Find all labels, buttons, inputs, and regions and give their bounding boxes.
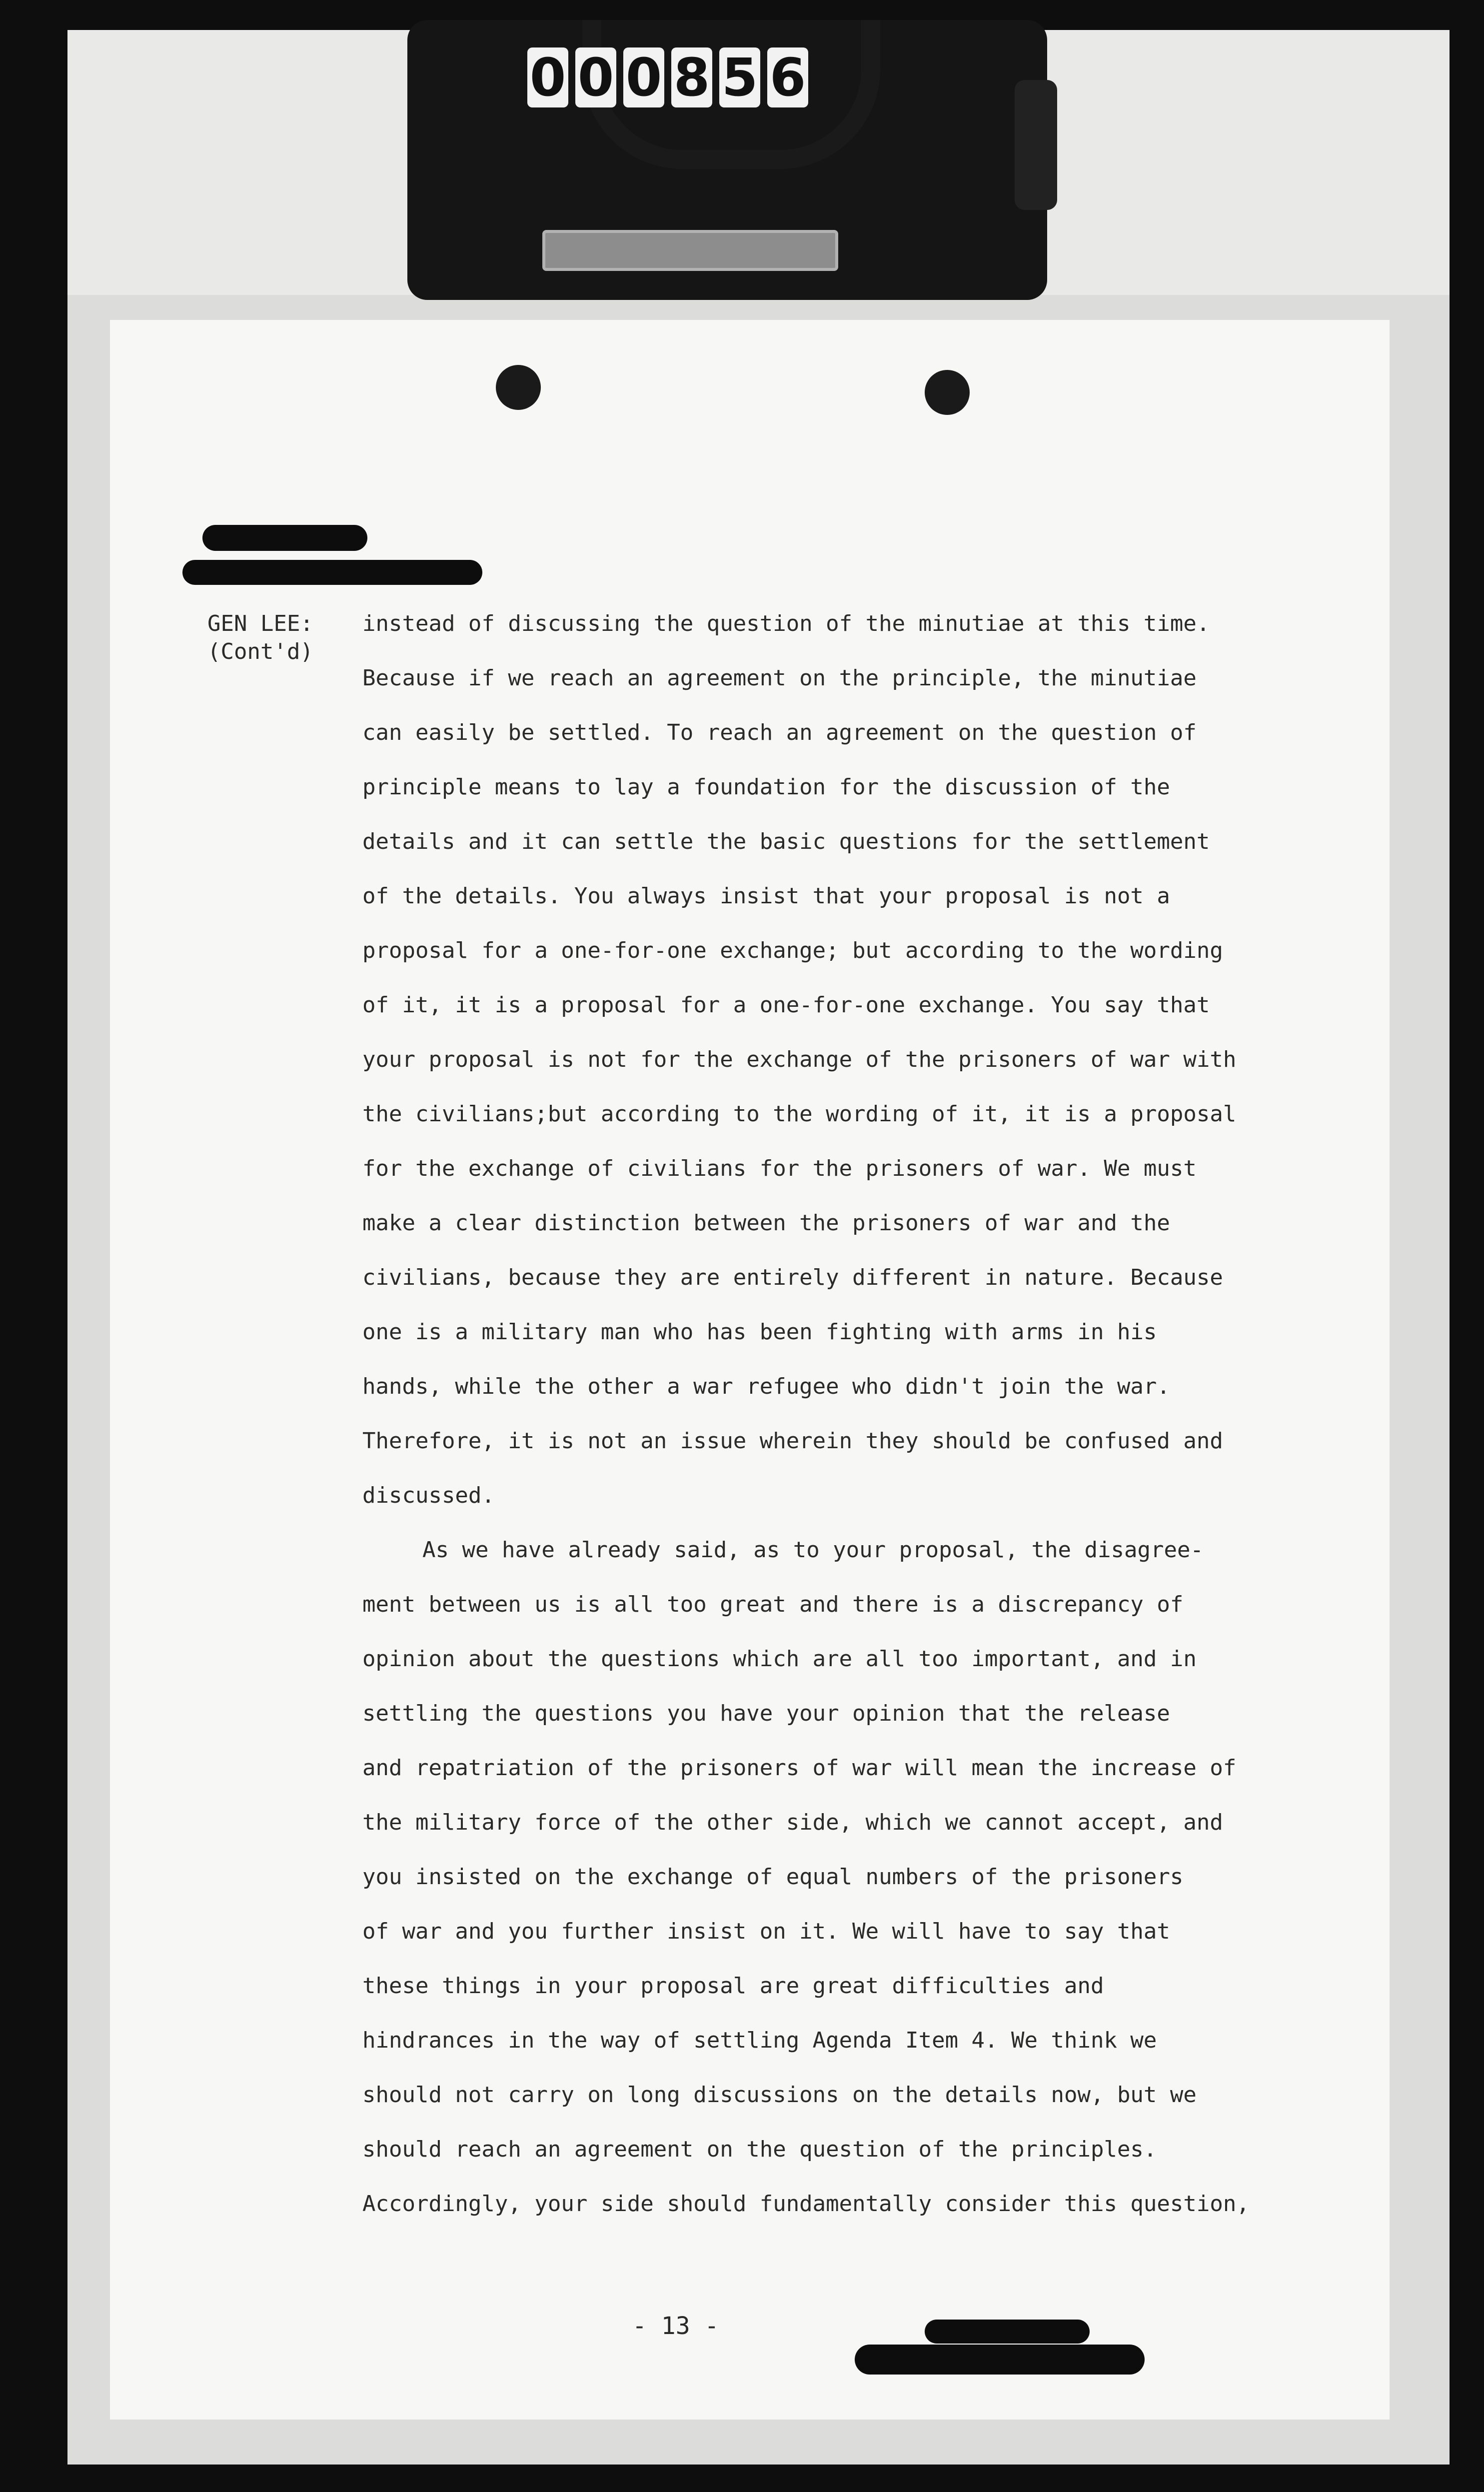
text-line: ment between us is all too great and there is a discrepancy of	[362, 1592, 1184, 1617]
frame-counter-display	[527, 47, 808, 107]
text-line: civilians, because they are entirely different in nature. Because	[362, 1265, 1223, 1290]
text-line: details and it can settle the basic questions for the settlement	[362, 829, 1210, 854]
speaker-name: GEN LEE:	[207, 611, 313, 636]
text-line: can easily be settled. To reach an agreement on the question of	[362, 720, 1197, 745]
document-body	[362, 610, 1312, 2245]
text-line: these things in your proposal are great difficulties and	[362, 1973, 1104, 1999]
document-page	[110, 320, 1390, 2420]
speaker-continued-note: (Cont'd)	[207, 639, 313, 664]
text-line: instead of discussing the question of the minutiae at this time.	[362, 611, 1210, 636]
text-line: As we have already said, as to your proposal, the disagree-	[422, 1537, 1204, 1563]
text-line: of the details. You always insist that your proposal is not a	[362, 883, 1170, 909]
text-line: Accordingly, your side should fundamentally consider this question,	[362, 2191, 1250, 2217]
text-line: hindrances in the way of settling Agenda Item 4. We think we	[362, 2028, 1157, 2053]
text-line: principle means to lay a foundation for the discussion of the	[362, 774, 1170, 800]
redaction-mark	[202, 525, 367, 551]
text-line: opinion about the questions which are all too important, and in	[362, 1646, 1197, 1672]
counter-label-plate	[542, 230, 838, 271]
text-line: for the exchange of civilians for the prisoners of war. We must	[362, 1156, 1197, 1181]
counter-digit: 0	[527, 47, 568, 107]
counter-digit: 8	[671, 47, 712, 107]
page-number: - 13 -	[632, 2312, 719, 2340]
text-line: you insisted on the exchange of equal numbers of the prisoners	[362, 1864, 1184, 1890]
text-line: make a clear distinction between the prisoners of war and the	[362, 1210, 1170, 1236]
text-line: settling the questions you have your opinion that the release	[362, 1701, 1170, 1726]
text-line: of it, it is a proposal for a one-for-one exchange. You say that	[362, 992, 1210, 1018]
speaker-label	[207, 610, 313, 666]
text-line: Therefore, it is not an issue wherein they should be confused and	[362, 1428, 1223, 1454]
text-line: discussed.	[362, 1483, 495, 1508]
punch-hole	[496, 365, 541, 410]
counter-knob	[1015, 80, 1057, 210]
counter-digit: 5	[719, 47, 760, 107]
text-line: Because if we reach an agreement on the principle, the minutiae	[362, 665, 1197, 691]
text-line: and repatriation of the prisoners of war will mean the increase of	[362, 1755, 1237, 1781]
text-line: hands, while the other a war refugee who didn't join the war.	[362, 1374, 1170, 1399]
counter-digit: 0	[575, 47, 616, 107]
text-line: should not carry on long discussions on the details now, but we	[362, 2082, 1197, 2108]
text-line: of war and you further insist on it. We will have to say that	[362, 1919, 1170, 1944]
redaction-mark	[925, 2320, 1090, 2344]
redaction-mark	[182, 560, 482, 585]
text-line: one is a military man who has been fighting with arms in his	[362, 1319, 1157, 1345]
counter-digit: 0	[623, 47, 664, 107]
text-line: should reach an agreement on the question of the principles.	[362, 2137, 1157, 2162]
text-line: the civilians;but according to the wording of it, it is a proposal	[362, 1101, 1237, 1127]
redaction-mark	[855, 2345, 1145, 2375]
text-line: the military force of the other side, which we cannot accept, and	[362, 1810, 1223, 1835]
punch-hole	[925, 370, 970, 415]
text-line: your proposal is not for the exchange of the prisoners of war with	[362, 1047, 1237, 1072]
counter-digit: 6	[767, 47, 808, 107]
text-line: proposal for a one-for-one exchange; but according to the wording	[362, 938, 1223, 963]
